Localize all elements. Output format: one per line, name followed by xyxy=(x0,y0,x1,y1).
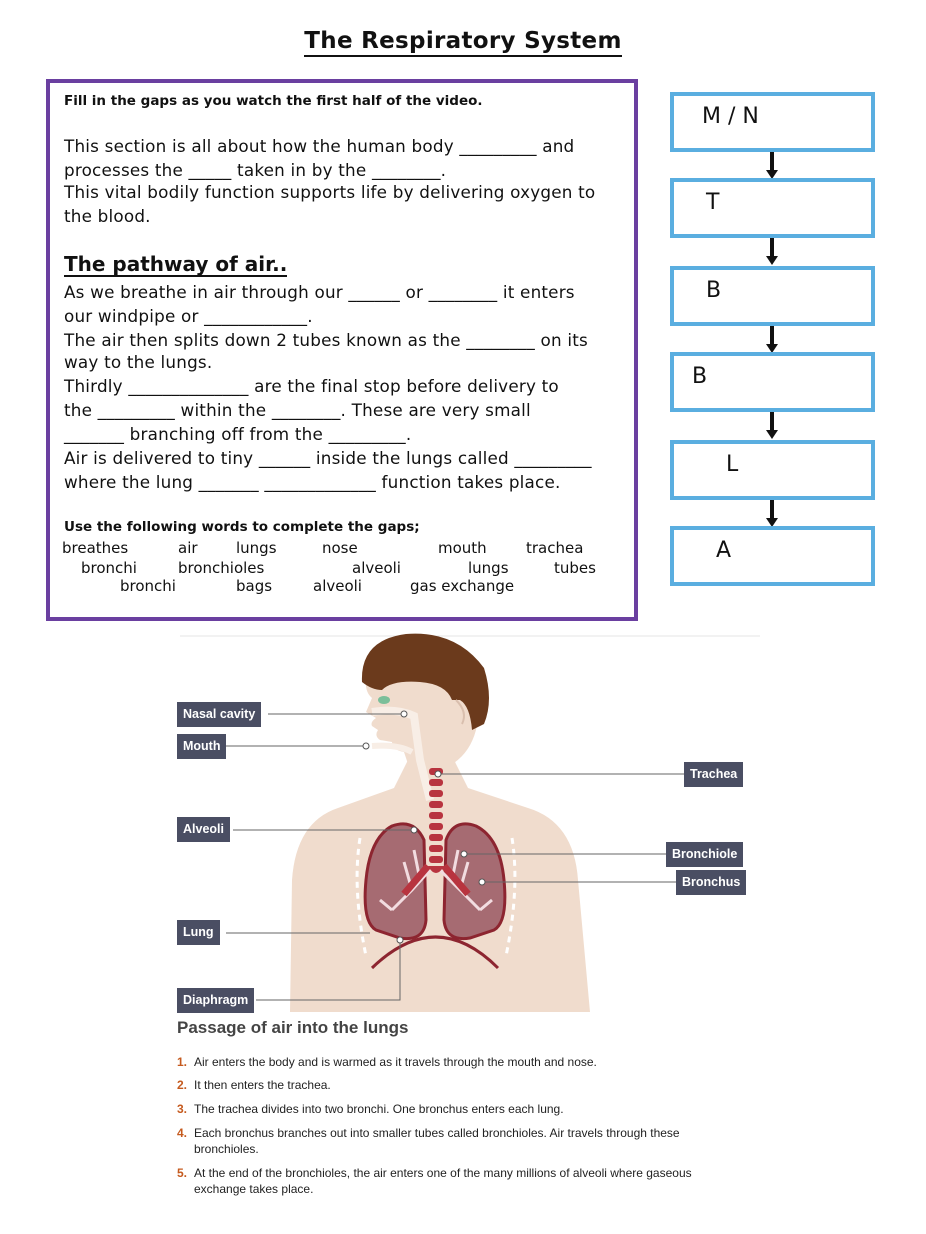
flow-box-bronchi: B xyxy=(670,266,875,326)
step-item: 5. At the end of the bronchioles, the air enters one of the many millions of alveoli where gaseous exchange takes place. xyxy=(177,1166,692,1196)
pathway-line: our windpipe or ____________. xyxy=(64,306,313,326)
word-bank-item: bronchi xyxy=(81,559,137,577)
word-bank-item: lungs xyxy=(236,539,277,557)
pathway-line: Thirdly ______________ are the final stop before delivery to xyxy=(64,376,559,396)
pathway-line: The air then splits down 2 tubes known as the ________ on its xyxy=(64,330,588,350)
intro-line: the blood. xyxy=(64,206,151,226)
step-item: 2. It then enters the trachea. xyxy=(177,1078,331,1092)
word-bank-item: nose xyxy=(322,539,358,557)
word-bank-item: alveoli xyxy=(352,559,401,577)
pathway-heading: The pathway of air.. xyxy=(64,252,288,276)
page-title: The Respiratory System xyxy=(0,28,926,54)
intro-line: processes the _____ taken in by the ________. xyxy=(64,160,447,180)
label-alveoli: Alveoli xyxy=(177,817,230,842)
label-nasal-cavity: Nasal cavity xyxy=(177,702,261,727)
pathway-line: the _________ within the ________. These are very small xyxy=(64,400,531,420)
word-bank-heading: Use the following words to complete the gaps; xyxy=(64,519,420,535)
torso-shape xyxy=(290,760,590,1012)
word-bank-item: breathes xyxy=(62,539,129,557)
pathway-line: way to the lungs. xyxy=(64,352,213,372)
step-item: 4. Each bronchus branches out into smaller tubes called bronchioles. Air travels through these bronchioles. xyxy=(177,1126,680,1156)
word-bank-item: trachea xyxy=(526,539,584,557)
word-bank-item: gas exchange xyxy=(410,577,515,595)
flow-box-lungs: L xyxy=(670,440,875,500)
label-mouth: Mouth xyxy=(177,734,226,759)
word-bank-item: bronchioles xyxy=(178,559,265,577)
label-lung: Lung xyxy=(177,920,220,945)
pathway-line: Air is delivered to tiny ______ inside the lungs called _________ xyxy=(64,448,592,468)
flow-box-alveoli: A xyxy=(670,526,875,586)
label-bronchiole: Bronchiole xyxy=(666,842,743,867)
pathway-line: where the lung _______ _____________ function takes place. xyxy=(64,472,561,492)
word-bank-item: bronchi xyxy=(120,577,176,595)
word-bank-item: lungs xyxy=(468,559,509,577)
flow-box-bronchioles: B xyxy=(670,352,875,412)
intro-line: This section is all about how the human body _________ and xyxy=(64,136,575,156)
label-trachea: Trachea xyxy=(684,762,743,787)
pathway-line: _______ branching off from the _________. xyxy=(64,424,412,444)
diagram-caption: Passage of air into the lungs xyxy=(177,1018,409,1037)
word-bank-item: bags xyxy=(236,577,273,595)
step-item: 3. The trachea divides into two bronchi. One bronchus enters each lung. xyxy=(177,1102,564,1116)
intro-line: This vital bodily function supports life by delivering oxygen to xyxy=(64,182,596,202)
pathway-line: As we breathe in air through our ______ or ________ it enters xyxy=(64,282,575,302)
trachea-shape xyxy=(429,768,443,863)
step-item: 1. Air enters the body and is warmed as it travels through the mouth and nose. xyxy=(177,1055,597,1069)
flow-box-mouth-nose: M / N xyxy=(670,92,875,152)
word-bank-item: alveoli xyxy=(313,577,362,595)
word-bank-item: tubes xyxy=(554,559,596,577)
word-bank-item: mouth xyxy=(438,539,487,557)
flow-box-trachea: T xyxy=(670,178,875,238)
instruction-text: Fill in the gaps as you watch the first half of the video. xyxy=(64,93,483,109)
label-diaphragm: Diaphragm xyxy=(177,988,254,1013)
word-bank-item: air xyxy=(178,539,198,557)
label-bronchus: Bronchus xyxy=(676,870,746,895)
